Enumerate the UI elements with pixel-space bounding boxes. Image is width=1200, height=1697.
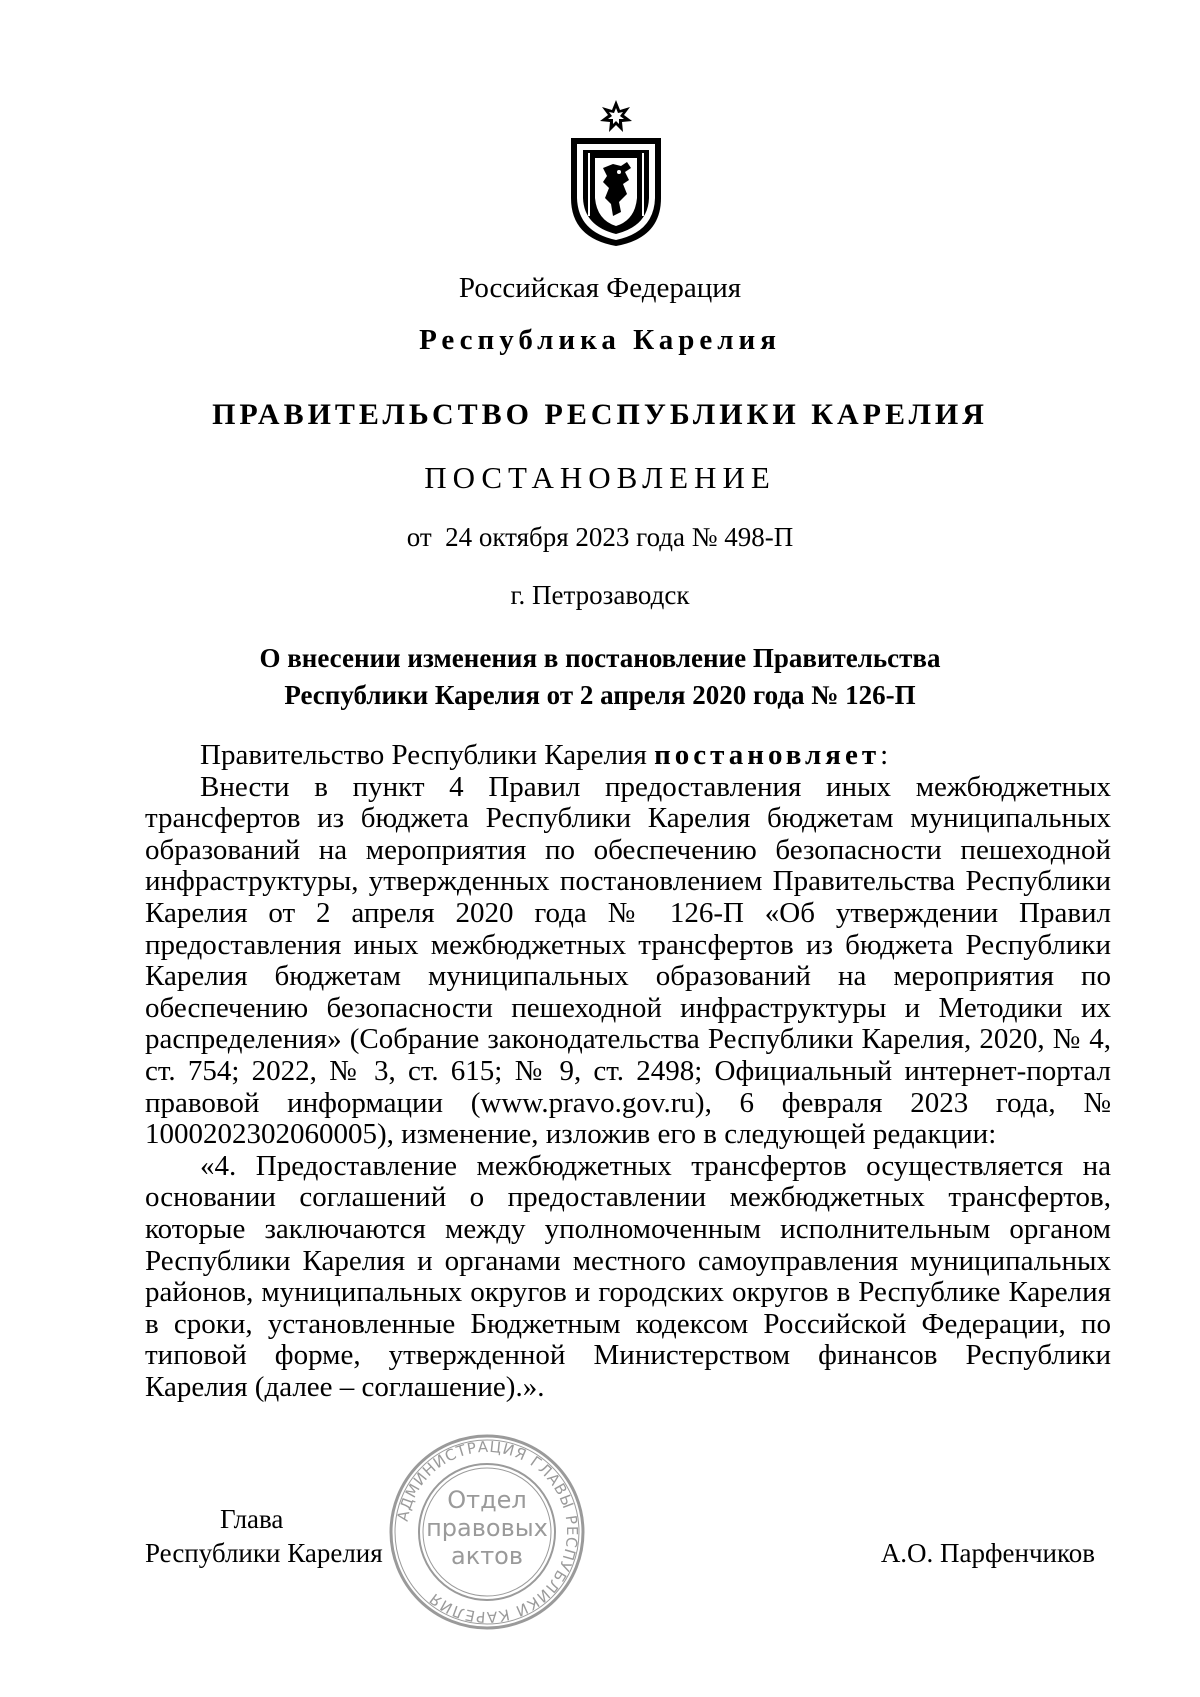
republic-name: Республика Карелия xyxy=(419,324,781,356)
stamp-center-line-1: Отдел xyxy=(447,1486,527,1514)
city: г. Петрозаводск xyxy=(510,580,690,610)
intro-text: Правительство Республики Карелия xyxy=(200,739,655,771)
official-stamp xyxy=(387,1432,587,1632)
government-title: ПРАВИТЕЛЬСТВО РЕСПУБЛИКИ КАРЕЛИЯ xyxy=(212,398,988,431)
stamp-ring-text: АДМИНИСТРАЦИЯ ГЛАВЫ РЕСПУБЛИКИ КАРЕЛИЯ xyxy=(393,1437,582,1627)
stamp-center-line-3: актов xyxy=(450,1542,524,1570)
intro-colon: : xyxy=(880,739,889,771)
signature-title-line-1: Глава xyxy=(220,1504,284,1534)
subject-line-2: Республики Карелия от 2 апреля 2020 года № 126-П xyxy=(284,680,916,710)
signature-title xyxy=(145,1502,383,1570)
country-name: Российская Федерация xyxy=(458,272,742,304)
karelia-coat-of-arms-icon xyxy=(561,98,671,248)
signature-title-line-2: Республики Карелия xyxy=(145,1538,383,1568)
document-body xyxy=(145,740,1111,1403)
document-subject xyxy=(0,640,1200,714)
paragraph-2: «4. Предоставление межбюджетных трансфертов осуществляется на основании соглашений о предоставлении межбюджетных трансфертов, которые заключаются между уполномоченным исполнительным органом Республики Карелия и органами местного самоуправления муниципальных районов, муниципальных округов и городских округов в Республике Карелия в сроки, установленные Бюджетным кодексом Российской Федерации, по типовой форме, утвержденной Министерством финансов Республики Карелия (далее – соглашение).». xyxy=(145,1149,1111,1403)
date-and-number: от 24 октября 2023 года № 498-П xyxy=(406,522,794,552)
stamp-center-line-2: правовых xyxy=(426,1514,548,1542)
paragraph-1: Внести в пункт 4 Правил предоставления иных межбюджетных трансфертов из бюджета Республики Карелия бюджетам муниципальных образований на мероприятия по обеспечению безопасности пешеходной инфраструктуры, утвержденных постановлением Правительства Республики Карелия от 2 апреля 2020 года № 126-П «Об утверждении Правил предоставления иных межбюджетных трансфертов из бюджета Республики Карелия бюджетам муниципальных образований на мероприятия по обеспечению безопасности пешеходной инфраструктуры и Методики их распределения» (Собрание законодательства Республики Карелия, 2020, № 4, ст. 754; 2022, № 3, ст. 615; № 9, ст. 2498; Официальный интернет-портал правовой информации (www.pravo.gov.ru), 6 февраля 2023 года, № 1000202302060005), изменение, изложив его в следующей редакции: xyxy=(145,770,1111,1151)
intro-verb: постановляет xyxy=(654,739,881,771)
document-type: ПОСТАНОВЛЕНИЕ xyxy=(424,460,776,495)
subject-line-1: О внесении изменения в постановление Правительства xyxy=(259,643,941,673)
intro-paragraph xyxy=(145,740,1111,772)
signatory-name: А.О. Парфенчиков xyxy=(880,1538,1095,1568)
